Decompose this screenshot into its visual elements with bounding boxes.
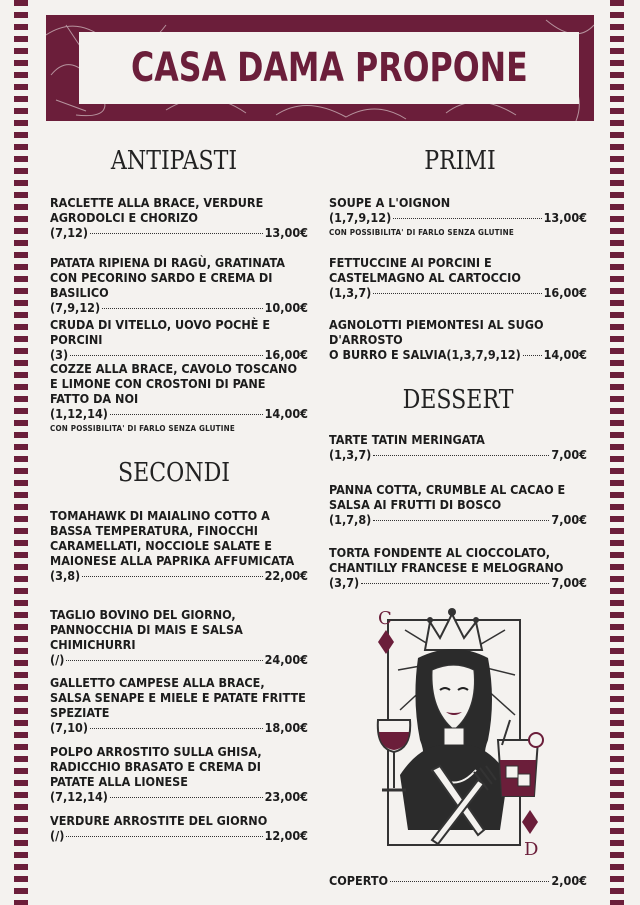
menu-item bbox=[329, 317, 587, 362]
item-note: CON POSSIBILITA' DI FARLO SENZA GLUTINE bbox=[50, 424, 235, 433]
item-price: 16,00€ bbox=[543, 285, 587, 300]
item-allergens: (3,8) bbox=[50, 568, 81, 583]
item-name: FETTUCCINE AI PORCINI E CASTELMAGNO AL CARTOCCIO bbox=[329, 255, 521, 285]
menu-item bbox=[50, 195, 308, 240]
item-price: 22,00€ bbox=[264, 568, 308, 583]
right-stripe-border bbox=[610, 0, 624, 905]
item-name: GALLETTO CAMPESE ALLA BRACE, SALSA SENAPE E MIELE E PATATE FRITTE SPEZIATE bbox=[50, 675, 306, 720]
item-allergens: (7,12) bbox=[50, 225, 89, 240]
item-price: 10,00€ bbox=[264, 300, 308, 315]
menu-item bbox=[329, 545, 587, 590]
item-allergens: (1,3,7) bbox=[329, 285, 372, 300]
section-title-secondi: SECONDI bbox=[117, 458, 231, 488]
item-allergens: (1,7,9,12) bbox=[329, 210, 392, 225]
item-allergens: (7,10) bbox=[50, 720, 89, 735]
item-name: PANNA COTTA, CRUMBLE AL CACAO E SALSA AI FRUTTI DI BOSCO bbox=[329, 482, 566, 512]
item-price: 7,00€ bbox=[551, 447, 587, 462]
menu-item bbox=[50, 361, 308, 433]
section-title-antipasti: ANTIPASTI bbox=[110, 146, 238, 176]
page-title: CASA DAMA PROPONE bbox=[130, 45, 528, 91]
menu-item bbox=[329, 195, 587, 237]
item-name: AGNOLOTTI PIEMONTESI AL SUGO D'ARROSTO bbox=[329, 317, 544, 347]
coperto-price: 2,00€ bbox=[551, 873, 587, 888]
card-corner-bottom: D bbox=[524, 839, 539, 860]
queen-playing-card-icon bbox=[370, 600, 550, 865]
item-name: TORTA FONDENTE AL CIOCCOLATO, CHANTILLY FRANCESE E MELOGRANO bbox=[329, 545, 564, 575]
item-allergens: (1,12,14) bbox=[50, 406, 108, 421]
item-price: 12,00€ bbox=[264, 828, 308, 843]
menu-item bbox=[50, 813, 308, 843]
item-allergens: (/) bbox=[50, 828, 65, 843]
menu-header bbox=[46, 15, 594, 121]
item-price: 7,00€ bbox=[551, 512, 587, 527]
coperto-line bbox=[329, 873, 587, 888]
item-allergens: (/) bbox=[50, 652, 65, 667]
menu-item bbox=[50, 255, 308, 315]
menu-item bbox=[329, 255, 587, 300]
section-title-dessert: DESSERT bbox=[402, 385, 514, 415]
menu-item bbox=[50, 317, 308, 362]
menu-item bbox=[329, 432, 587, 462]
item-name: PATATA RIPIENA DI RAGÙ, GRATINATA CON PECORINO SARDO E CREMA DI BASILICO bbox=[50, 255, 285, 300]
item-allergens: (7,9,12) bbox=[50, 300, 101, 315]
item-name: TAGLIO BOVINO DEL GIORNO, PANNOCCHIA DI MAIS E SALSA CHIMICHURRI bbox=[50, 607, 243, 652]
item-price: 13,00€ bbox=[543, 210, 587, 225]
item-price: 14,00€ bbox=[543, 347, 587, 362]
item-price: 16,00€ bbox=[264, 347, 308, 362]
item-name: SOUPE A L'OIGNON bbox=[329, 195, 451, 210]
item-name: VERDURE ARROSTITE DEL GIORNO bbox=[50, 813, 268, 828]
item-note: CON POSSIBILITA' DI FARLO SENZA GLUTINE bbox=[329, 228, 514, 237]
coperto-label: COPERTO bbox=[329, 873, 389, 888]
item-allergens: (3,7) bbox=[329, 575, 360, 590]
card-corner-top: C bbox=[378, 608, 392, 629]
item-name: CRUDA DI VITELLO, UOVO POCHÈ E PORCINI bbox=[50, 317, 271, 347]
item-allergens: O BURRO E SALVIA(1,3,7,9,12) bbox=[329, 347, 521, 362]
item-price: 18,00€ bbox=[264, 720, 308, 735]
menu-item bbox=[50, 508, 308, 583]
item-allergens: (3) bbox=[50, 347, 69, 362]
item-allergens: (1,3,7) bbox=[329, 447, 372, 462]
item-price: 7,00€ bbox=[551, 575, 587, 590]
item-name: COZZE ALLA BRACE, CAVOLO TOSCANO E LIMONE CON CROSTONI DI PANE FATTO DA NOI bbox=[50, 361, 298, 406]
menu-item bbox=[50, 744, 308, 804]
title-box bbox=[79, 32, 579, 104]
section-title-primi: PRIMI bbox=[424, 146, 496, 176]
menu-item bbox=[50, 675, 308, 735]
menu-item bbox=[50, 607, 308, 667]
item-name: TOMAHAWK DI MAIALINO COTTO A BASSA TEMPERATURA, FINOCCHI CARAMELLATI, NOCCIOLE SALATE E MAIONESE ALLA PAPRIKA AFFUMICATA bbox=[50, 508, 295, 568]
item-price: 23,00€ bbox=[264, 789, 308, 804]
item-price: 24,00€ bbox=[264, 652, 308, 667]
left-stripe-border bbox=[14, 0, 28, 905]
item-price: 13,00€ bbox=[264, 225, 308, 240]
item-allergens: (7,12,14) bbox=[50, 789, 108, 804]
item-price: 14,00€ bbox=[264, 406, 308, 421]
item-name: RACLETTE ALLA BRACE, VERDURE AGRODOLCI E CHORIZO bbox=[50, 195, 264, 225]
item-allergens: (1,7,8) bbox=[329, 512, 372, 527]
item-name: TARTE TATIN MERINGATA bbox=[329, 432, 485, 447]
item-name: POLPO ARROSTITO SULLA GHISA, RADICCHIO BRASATO E CREMA DI PATATE ALLA LIONESE bbox=[50, 744, 262, 789]
menu-item bbox=[329, 482, 587, 527]
